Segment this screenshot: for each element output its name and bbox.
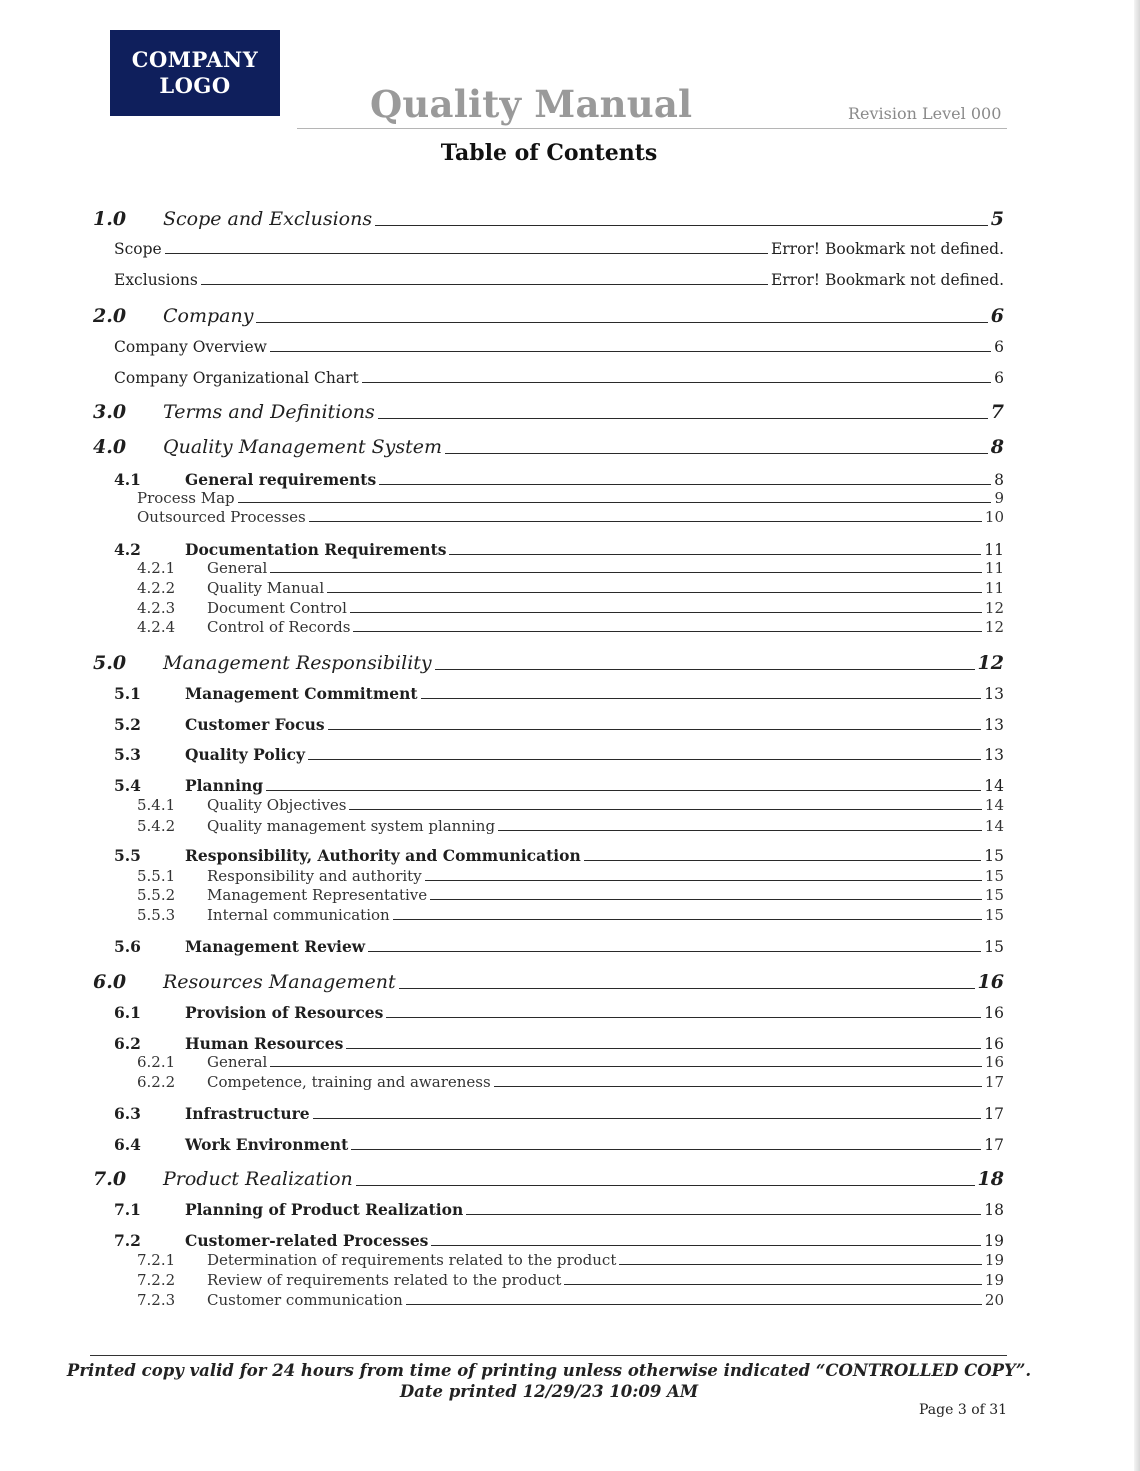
toc-entry-number: 5.4.1	[137, 796, 176, 814]
toc-leader-line	[449, 554, 981, 555]
toc-leader-line	[430, 899, 982, 900]
toc-entry-label: Review of requirements related to the product	[207, 1271, 562, 1289]
toc-leader-line	[421, 698, 982, 699]
toc-entry-label: Document Control	[207, 599, 347, 617]
toc-leader-line	[270, 1066, 982, 1067]
toc-entry-number: 7.0	[93, 1168, 127, 1190]
toc-leader-line	[238, 502, 992, 503]
toc-entry-page: 16	[984, 1004, 1004, 1022]
toc-entry[interactable]	[137, 817, 1004, 835]
toc-entry-label: Control of Records	[207, 618, 351, 636]
toc-entry[interactable]	[137, 599, 1004, 617]
toc-entry-number: 5.3	[114, 745, 141, 764]
toc-entry-label: Management Representative	[207, 886, 428, 904]
toc-leader-line	[393, 919, 982, 920]
toc-entry[interactable]	[137, 1271, 1004, 1289]
toc-entry-label: Quality Management System	[163, 436, 443, 458]
toc-leader-line	[266, 790, 981, 791]
toc-entry-number: 5.4	[114, 776, 141, 795]
toc-entry[interactable]	[137, 1053, 1004, 1071]
toc-entry-number: 7.2.1	[137, 1251, 176, 1269]
toc-entry-page: Error! Bookmark not defined.	[770, 240, 1004, 258]
toc-leader-line	[327, 592, 982, 593]
toc-entry[interactable]	[114, 1200, 1004, 1219]
toc-leader-line	[619, 1264, 982, 1265]
toc-leader-line	[386, 1017, 981, 1018]
toc-leader-line	[356, 1185, 975, 1186]
toc-entry-label: Determination of requirements related to the product	[207, 1251, 617, 1269]
toc-entry-label: Management Responsibility	[163, 652, 432, 674]
toc-entry-label: Responsibility, Authority and Communication	[185, 846, 581, 865]
toc-heading: Table of Contents	[440, 140, 658, 166]
toc-entry-label: Management Commitment	[185, 684, 418, 703]
toc-entry-page: 8	[990, 436, 1004, 458]
page-number: Page 3 of 31	[919, 1402, 1008, 1418]
toc-leader-line	[378, 418, 988, 419]
toc-entry[interactable]	[114, 369, 1004, 387]
toc-entry-number: 2.0	[93, 305, 127, 327]
toc-entry-page: 11	[984, 559, 1004, 577]
toc-leader-line	[350, 612, 982, 613]
footer-divider	[90, 1355, 1007, 1356]
toc-leader-line	[270, 351, 991, 352]
toc-entry-label: Provision of Resources	[185, 1003, 384, 1022]
toc-entry-number: 4.2	[114, 540, 141, 559]
toc-entry-page: 15	[984, 938, 1004, 956]
toc-entry-label: Planning of Product Realization	[185, 1200, 464, 1219]
toc-entry-label: Work Environment	[185, 1135, 349, 1154]
toc-entry[interactable]	[137, 1073, 1004, 1091]
toc-entry-page: 16	[977, 971, 1004, 993]
toc-entry-page: 15	[984, 906, 1004, 924]
toc-entry[interactable]	[114, 937, 1004, 956]
toc-entry-label: Internal communication	[207, 906, 390, 924]
toc-leader-line	[435, 669, 975, 670]
toc-entry-number: 5.5.2	[137, 886, 176, 904]
toc-entry-number: 4.2.1	[137, 559, 176, 577]
toc-entry-label: Exclusions	[114, 271, 198, 289]
toc-entry[interactable]	[114, 745, 1004, 764]
toc-entry[interactable]	[114, 776, 1004, 795]
toc-entry-page: 15	[984, 886, 1004, 904]
toc-entry-page: Error! Bookmark not defined.	[770, 271, 1004, 289]
toc-entry-label: Responsibility and authority	[207, 867, 422, 885]
toc-leader-line	[368, 951, 981, 952]
toc-entry-page: 16	[984, 1053, 1004, 1071]
toc-entry-number: 7.2.3	[137, 1291, 176, 1309]
toc-entry-label: Quality Manual	[207, 579, 325, 597]
toc-entry-number: 5.5.3	[137, 906, 176, 924]
toc-entry-number: 7.1	[114, 1200, 141, 1219]
footer-validity-note: Printed copy valid for 24 hours from time of printing unless otherwise indicated “CONTROLLED COPY”.	[66, 1361, 1032, 1380]
toc-entry-number: 5.5.1	[137, 867, 176, 885]
toc-entry[interactable]	[114, 271, 1004, 289]
toc-entry-label: Customer Focus	[185, 715, 325, 734]
toc-entry-page: 6	[994, 338, 1004, 356]
toc-entry[interactable]	[114, 684, 1004, 703]
toc-leader-line	[466, 1214, 981, 1215]
toc-entry-page: 20	[984, 1291, 1004, 1309]
toc-entry-number: 6.4	[114, 1135, 141, 1154]
toc-entry-page: 15	[984, 847, 1004, 865]
toc-leader-line	[351, 1149, 981, 1150]
toc-entry-number: 6.3	[114, 1104, 141, 1123]
toc-entry-page: 18	[984, 1201, 1004, 1219]
toc-entry-number: 4.2.3	[137, 599, 176, 617]
toc-entry[interactable]	[114, 240, 1004, 258]
toc-entry-number: 5.5	[114, 846, 141, 865]
toc-entry-page: 12	[984, 599, 1004, 617]
toc-leader-line	[256, 322, 987, 323]
toc-leader-line	[399, 988, 975, 989]
toc-entry-number: 5.0	[93, 652, 127, 674]
toc-entry-page: 14	[984, 777, 1004, 795]
toc-entry[interactable]	[137, 796, 1004, 814]
toc-leader-line	[201, 284, 768, 285]
toc-leader-line	[349, 809, 981, 810]
toc-entry-number: 4.2.4	[137, 618, 176, 636]
toc-entry-page: 19	[984, 1251, 1004, 1269]
toc-entry-page: 19	[984, 1271, 1004, 1289]
toc-entry-label: Quality management system planning	[207, 817, 496, 835]
toc-entry-number: 5.2	[114, 715, 141, 734]
toc-entry[interactable]	[114, 338, 1004, 356]
toc-entry-label: General	[207, 559, 268, 577]
toc-entry-number: 6.2.2	[137, 1073, 176, 1091]
toc-entry-label: Process Map	[137, 489, 235, 507]
toc-entry[interactable]	[137, 886, 1004, 904]
toc-entry-page: 6	[990, 305, 1004, 327]
toc-entry-page: 12	[984, 618, 1004, 636]
toc-entry-label: Quality Objectives	[207, 796, 347, 814]
toc-entry-page: 15	[984, 867, 1004, 885]
toc-entry-number: 1.0	[93, 208, 127, 230]
toc-entry-page: 7	[990, 401, 1004, 423]
toc-leader-line	[346, 1048, 981, 1049]
toc-entry-number: 6.1	[114, 1003, 141, 1022]
toc-entry[interactable]	[114, 470, 1004, 489]
toc-entry[interactable]	[137, 1251, 1004, 1269]
toc-leader-line	[431, 1245, 981, 1246]
toc-entry[interactable]	[137, 867, 1004, 885]
toc-entry-label: Competence, training and awareness	[207, 1073, 491, 1091]
logo-line-2: LOGO	[159, 73, 231, 98]
toc-entry[interactable]	[114, 1135, 1004, 1154]
toc-entry-label: Human Resources	[185, 1034, 344, 1053]
toc-entry[interactable]	[137, 508, 1004, 526]
toc-entry-page: 6	[994, 369, 1004, 387]
revision-level: Revision Level 000	[848, 104, 1002, 123]
toc-entry[interactable]	[114, 1104, 1004, 1123]
toc-entry-page: 9	[994, 489, 1004, 507]
toc-entry[interactable]	[93, 652, 1004, 674]
toc-leader-line	[494, 1086, 982, 1087]
toc-entry-label: Planning	[185, 776, 264, 795]
header-divider	[297, 128, 1007, 129]
toc-entry-number: 6.0	[93, 971, 127, 993]
toc-entry-label: Quality Policy	[185, 745, 305, 764]
toc-entry-page: 14	[984, 796, 1004, 814]
toc-entry[interactable]	[114, 1231, 1004, 1250]
toc-leader-line	[270, 572, 982, 573]
toc-leader-line	[584, 860, 981, 861]
toc-entry[interactable]	[93, 971, 1004, 993]
toc-entry[interactable]	[114, 846, 1004, 865]
toc-entry-page: 12	[977, 652, 1004, 674]
toc-entry[interactable]	[93, 1168, 1004, 1190]
toc-entry-page: 17	[984, 1105, 1004, 1123]
toc-entry-page: 14	[984, 817, 1004, 835]
toc-leader-line	[165, 253, 768, 254]
toc-entry[interactable]	[93, 305, 1004, 327]
toc-entry[interactable]	[137, 579, 1004, 597]
toc-entry[interactable]	[137, 618, 1004, 636]
toc-entry-label: Product Realization	[163, 1168, 353, 1190]
toc-entry-label: Company	[163, 305, 254, 327]
toc-leader-line	[309, 521, 982, 522]
toc-entry-number: 3.0	[93, 401, 127, 423]
toc-leader-line	[406, 1304, 982, 1305]
toc-entry[interactable]	[114, 715, 1004, 734]
toc-leader-line	[328, 729, 982, 730]
toc-entry-page: 19	[984, 1232, 1004, 1250]
footer-date-printed: Date printed 12/29/23 10:09 AM	[399, 1382, 699, 1401]
toc-entry-number: 6.2	[114, 1034, 141, 1053]
toc-entry-page: 5	[990, 208, 1004, 230]
toc-entry-page: 17	[984, 1073, 1004, 1091]
toc-entry-page: 8	[994, 471, 1004, 489]
toc-entry-page: 11	[984, 579, 1004, 597]
toc-leader-line	[375, 225, 988, 226]
toc-entry-page: 16	[984, 1035, 1004, 1053]
toc-entry-page: 17	[984, 1136, 1004, 1154]
toc-entry-page: 13	[984, 685, 1004, 703]
toc-leader-line	[498, 830, 982, 831]
toc-entry-page: 18	[977, 1168, 1004, 1190]
toc-entry[interactable]	[114, 1003, 1004, 1022]
toc-entry-label: General	[207, 1053, 268, 1071]
toc-entry[interactable]	[137, 489, 1004, 507]
toc-entry[interactable]	[93, 401, 1004, 423]
toc-entry-label: Management Review	[185, 937, 366, 956]
toc-entry-label: Terms and Definitions	[163, 401, 375, 423]
toc-entry[interactable]	[137, 1291, 1004, 1309]
toc-entry-label: Scope and Exclusions	[163, 208, 373, 230]
document-title: Quality Manual	[370, 82, 693, 126]
toc-entry-label: Company Overview	[114, 338, 267, 356]
toc-entry-number: 5.4.2	[137, 817, 176, 835]
toc-entry-label: Scope	[114, 240, 162, 258]
page-edge	[1134, 0, 1140, 1471]
toc-entry-label: General requirements	[185, 470, 377, 489]
toc-entry-label: Infrastructure	[185, 1104, 310, 1123]
toc-entry-number: 4.1	[114, 470, 141, 489]
toc-entry-number: 7.2	[114, 1231, 141, 1250]
toc-leader-line	[313, 1118, 982, 1119]
toc-leader-line	[362, 382, 991, 383]
toc-entry[interactable]	[137, 559, 1004, 577]
toc-entry-page: 11	[984, 541, 1004, 559]
toc-entry[interactable]	[137, 906, 1004, 924]
toc-leader-line	[425, 880, 982, 881]
toc-leader-line	[564, 1284, 982, 1285]
toc-entry-number: 5.1	[114, 684, 141, 703]
toc-entry-number: 6.2.1	[137, 1053, 176, 1071]
toc-entry[interactable]	[93, 208, 1004, 230]
toc-entry[interactable]	[114, 1034, 1004, 1053]
toc-entry-label: Customer communication	[207, 1291, 403, 1309]
toc-entry-page: 10	[984, 508, 1004, 526]
logo-line-1: COMPANY	[131, 47, 259, 72]
toc-leader-line	[353, 631, 982, 632]
toc-leader-line	[379, 484, 991, 485]
toc-entry[interactable]	[93, 436, 1004, 458]
toc-entry-page: 13	[984, 746, 1004, 764]
toc-leader-line	[308, 759, 981, 760]
toc-entry-label: Outsourced Processes	[137, 508, 306, 526]
toc-entry-label: Company Organizational Chart	[114, 369, 359, 387]
toc-entry-label: Resources Management	[163, 971, 396, 993]
toc-entry[interactable]	[114, 540, 1004, 559]
toc-entry-label: Customer-related Processes	[185, 1231, 429, 1250]
toc-entry-number: 5.6	[114, 937, 141, 956]
toc-entry-number: 4.2.2	[137, 579, 176, 597]
company-logo	[110, 30, 280, 116]
toc-entry-page: 13	[984, 716, 1004, 734]
toc-entry-number: 7.2.2	[137, 1271, 176, 1289]
toc-entry-label: Documentation Requirements	[185, 540, 447, 559]
toc-entry-number: 4.0	[93, 436, 127, 458]
toc-leader-line	[445, 453, 988, 454]
